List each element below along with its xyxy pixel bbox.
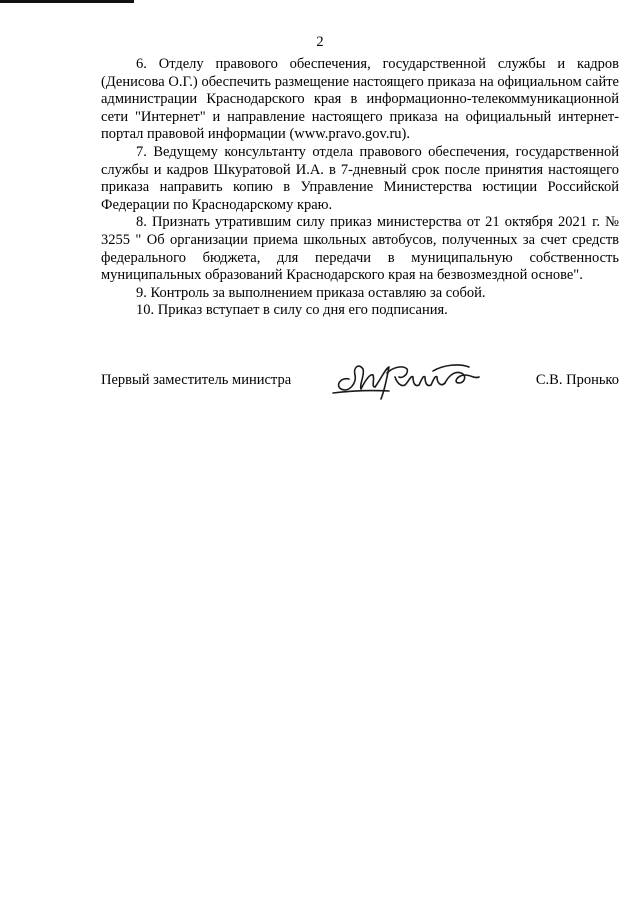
scan-edge-mark: [0, 0, 134, 3]
paragraph-6: 6. Отделу правового обеспечения, государственной службы и кадров (Денисова О.Г.) обеспечить размещение настоящего приказа на официальном сайте администрации Краснодарского края в информационно-телекоммуникационной сети "Интернет" и направление настоящего приказа на официальный интернет-портал правовой информации (www.pravo.gov.ru).: [101, 56, 619, 143]
handwritten-signature: [329, 355, 499, 403]
document-body: [101, 56, 619, 320]
page-number: 2: [316, 34, 324, 50]
paragraph-8: 8. Признать утратившим силу приказ министерства от 21 октября 2021 г. № 3255 " Об организации приема школьных автобусов, полученных за счет средств федерального бюджета, для передачи в муниципальную собственность муниципальных образований Краснодарского края на безвозмездной основе".: [101, 214, 619, 284]
paragraph-10: 10. Приказ вступает в силу со дня его подписания.: [136, 302, 448, 319]
paragraph-7: 7. Ведущему консультанту отдела правового обеспечения, государственной службы и кадров Шкуратовой И.А. в 7-дневный срок после принятия настоящего приказа направить копию в Управление Министерства юстиции Российской Федерации по Краснодарскому краю.: [101, 143, 619, 213]
signatory-name: С.В. Пронько: [535, 372, 619, 388]
signatory-position: Первый заместитель министра: [101, 372, 292, 388]
signature-block: [101, 355, 619, 405]
paragraph-9: 9. Контроль за выполнением приказа оставляю за собой.: [136, 284, 486, 301]
